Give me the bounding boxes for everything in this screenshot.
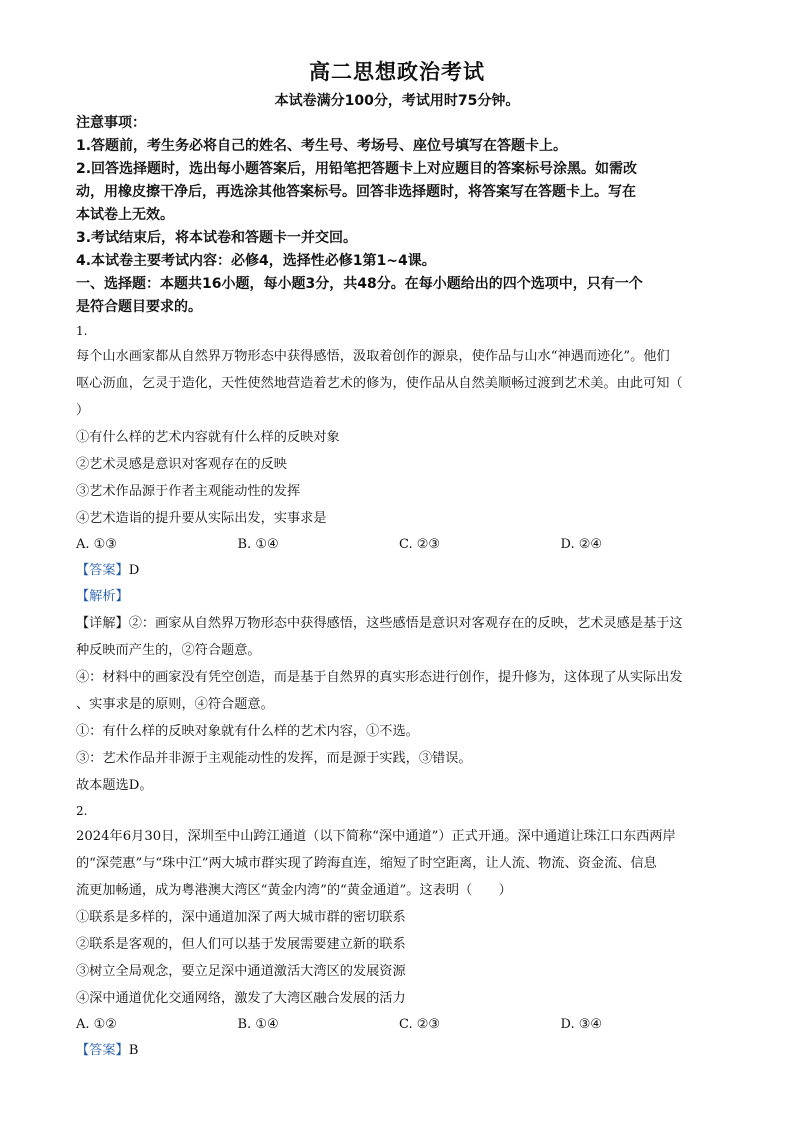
- choice-a: A. ①③: [76, 537, 117, 552]
- answer-line: [76, 558, 722, 584]
- choice-d: D. ③④: [560, 1017, 603, 1032]
- answer-label: 【答案】: [76, 563, 129, 578]
- statement-option: ①联系是多样的，深中通道加深了两大城市群的密切联系: [76, 910, 406, 925]
- question-stem: 流更加畅通，成为粤港澳大湾区“黄金内湾”的“黄金通道”。这表明（ ）: [76, 883, 512, 898]
- question-stem: 呕心沥血，乞灵于造化，天性使然地营造着艺术的修为，使作品从自然美顺畅过渡到艺术美。由此可知（: [76, 376, 683, 391]
- answer-label: 【答案】: [76, 1043, 129, 1058]
- statement-option: ④艺术造诣的提升要从实际出发，实事求是: [76, 511, 327, 526]
- section-heading: 是符合题目要求的。: [76, 299, 202, 315]
- page-title: 高二思想政治考试: [309, 60, 485, 84]
- notice-line: 2.回答选择题时，选出每小题答案后，用铅笔把答题卡上对应题目的答案标号涂黑。如需改: [76, 161, 638, 177]
- answer-line: [76, 1038, 722, 1064]
- statement-option: ①有什么样的艺术内容就有什么样的反映对象: [76, 430, 340, 445]
- explanation-line: ④：材料中的画家没有凭空创造，而是基于自然界的真实形态进行创作，提升修为，这体现了从实际出发: [76, 670, 683, 685]
- choice-b: B. ①④: [237, 1017, 279, 1032]
- choice-d: D. ②④: [560, 537, 603, 552]
- question-number: 1.: [76, 324, 88, 338]
- question-stem: 2024年6月30日，深圳至中山跨江通道（以下简称“深中通道”）正式开通。深中通道让珠江口东西两岸: [76, 829, 676, 844]
- explanation-text: ②：画家从自然界万物形态中获得感悟，这些感悟是意识对客观存在的反映，艺术灵感是基于这: [128, 616, 683, 631]
- statement-option: ④深中通道优化交通网络，激发了大湾区融合发展的活力: [76, 991, 406, 1006]
- explanation-line: 种反映而产生的，②符合题意。: [76, 643, 261, 658]
- choice-b: B. ①④: [237, 537, 279, 552]
- explanation-line: 故本题选D。: [76, 778, 153, 793]
- answer-choices: [76, 1012, 722, 1038]
- choice-c: C. ②③: [399, 537, 441, 552]
- answer-value: B: [128, 1043, 139, 1058]
- question-stem: ）: [76, 403, 90, 418]
- explanation-line: [76, 610, 722, 637]
- notice-line: 3.考试结束后，将本试卷和答题卡一并交回。: [76, 230, 358, 246]
- answer-choices: [76, 532, 722, 558]
- notice-line: 动，用橡皮擦干净后，再选涂其他答案标号。回答非选择题时，将答案写在答题卡上。写在: [76, 184, 636, 200]
- section-heading: 一、选择题：本题共16小题，每小题3分，共48分。在每小题给出的四个选项中，只有一个: [76, 276, 643, 292]
- statement-option: ③树立全局观念，要立足深中通道激活大湾区的发展资源: [76, 964, 406, 979]
- notice-line: 1.答题前，考生务必将自己的姓名、考生号、考场号、座位号填写在答题卡上。: [76, 138, 568, 154]
- question-stem: 的“深莞惠”与“珠中江”两大城市群实现了跨海直连，缩短了时空距离，让人流、物流、资金流、信息: [76, 856, 657, 871]
- notice-line: 4.本试卷主要考试内容：必修4，选择性必修1第1~4课。: [76, 253, 436, 269]
- explanation-line: ③：艺术作品并非源于主观能动性的发挥，而是源于实践，③错误。: [76, 751, 472, 766]
- statement-option: ③艺术作品源于作者主观能动性的发挥: [76, 484, 301, 499]
- question-stem: 每个山水画家都从自然界万物形态中获得感悟，汲取着创作的源泉，使作品与山水“神遇而迹化”。他们: [76, 349, 670, 364]
- exam-content: [76, 112, 722, 1064]
- statement-option: ②艺术灵感是意识对客观存在的反映: [76, 457, 287, 472]
- choice-c: C. ②③: [399, 1017, 441, 1032]
- explanation-line: 、实事求是的原则，④符合题意。: [76, 697, 274, 712]
- statement-option: ②联系是客观的，但人们可以基于发展需要建立新的联系: [76, 937, 406, 952]
- notice-line: 本试卷上无效。: [76, 207, 174, 223]
- answer-value: D: [128, 563, 140, 578]
- question-number: 2.: [76, 804, 88, 818]
- detail-label: 【详解】: [76, 616, 129, 631]
- choice-a: A. ①②: [76, 1017, 117, 1032]
- notice-heading: 注意事项：: [76, 115, 146, 131]
- analysis-label: 【解析】: [76, 589, 129, 604]
- page-subtitle: 本试卷满分100分，考试用时75分钟。: [274, 93, 520, 109]
- explanation-line: ①：有什么样的反映对象就有什么样的艺术内容，①不选。: [76, 724, 419, 739]
